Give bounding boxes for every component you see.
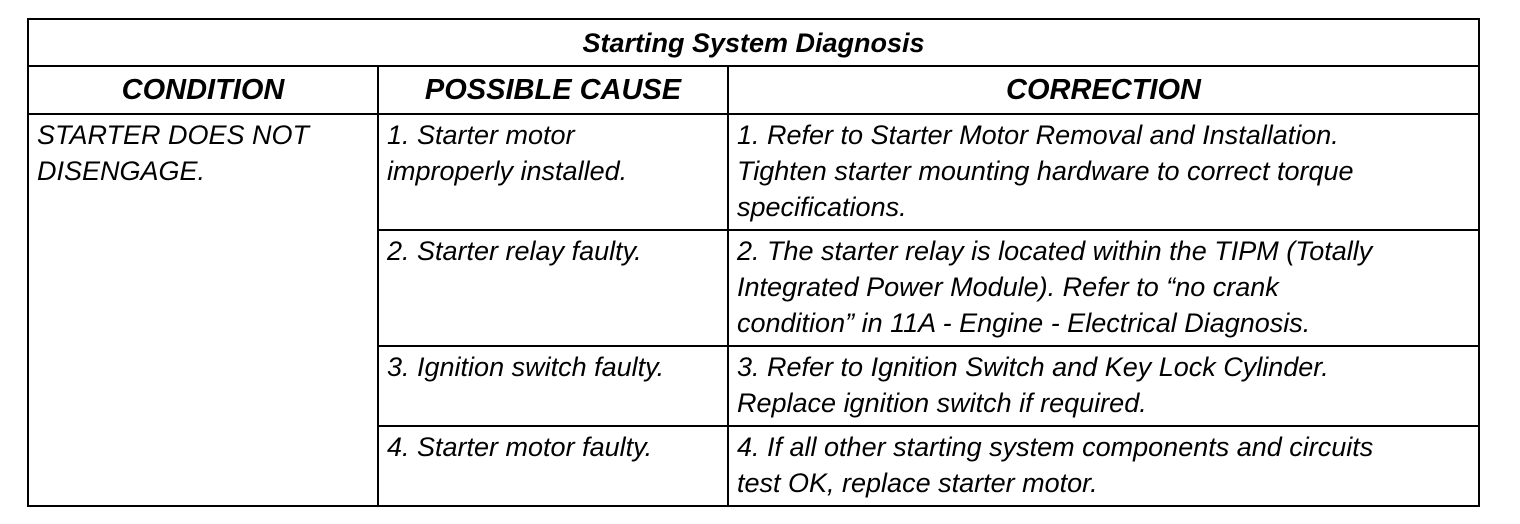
correction-line: Replace ignition switch if required. <box>737 388 1147 418</box>
cause-line: 1. Starter motor <box>387 120 575 150</box>
condition-cell <box>28 114 378 506</box>
table-row <box>28 114 1479 230</box>
correction-line: 4. If all other starting system components and circuits <box>737 432 1374 462</box>
correction-cell <box>728 346 1479 426</box>
correction-line: 2. The starter relay is located within the TIPM (Totally <box>737 236 1373 266</box>
correction-line: condition” in 11A - Engine - Electrical Diagnosis. <box>737 308 1311 338</box>
table-title: Starting System Diagnosis <box>28 19 1479 66</box>
condition-line: DISENGAGE. <box>37 156 206 186</box>
header-condition: CONDITION <box>28 66 378 114</box>
correction-cell <box>728 426 1479 506</box>
condition-line: STARTER DOES NOT <box>37 120 310 150</box>
correction-line: 3. Refer to Ignition Switch and Key Lock Cylinder. <box>737 352 1329 382</box>
correction-line: test OK, replace starter motor. <box>737 468 1098 498</box>
header-correction: CORRECTION <box>728 66 1479 114</box>
cause-cell <box>378 346 728 426</box>
table-title-row <box>28 19 1479 66</box>
correction-cell <box>728 230 1479 346</box>
header-possible-cause: POSSIBLE CAUSE <box>378 66 728 114</box>
cause-line: 3. Ignition switch faulty. <box>387 352 665 382</box>
starting-system-diagnosis-table <box>27 18 1480 507</box>
correction-line: 1. Refer to Starter Motor Removal and Installation. <box>737 120 1339 150</box>
cause-cell <box>378 230 728 346</box>
cause-line: 2. Starter relay faulty. <box>387 236 642 266</box>
correction-line: Integrated Power Module). Refer to “no crank <box>737 272 1279 302</box>
correction-line: specifications. <box>737 192 907 222</box>
cause-line: 4. Starter motor faulty. <box>387 432 653 462</box>
correction-line: Tighten starter mounting hardware to correct torque <box>737 156 1354 186</box>
cause-cell <box>378 426 728 506</box>
table-header-row <box>28 66 1479 114</box>
cause-cell <box>378 114 728 230</box>
cause-line: improperly installed. <box>387 156 628 186</box>
correction-cell <box>728 114 1479 230</box>
